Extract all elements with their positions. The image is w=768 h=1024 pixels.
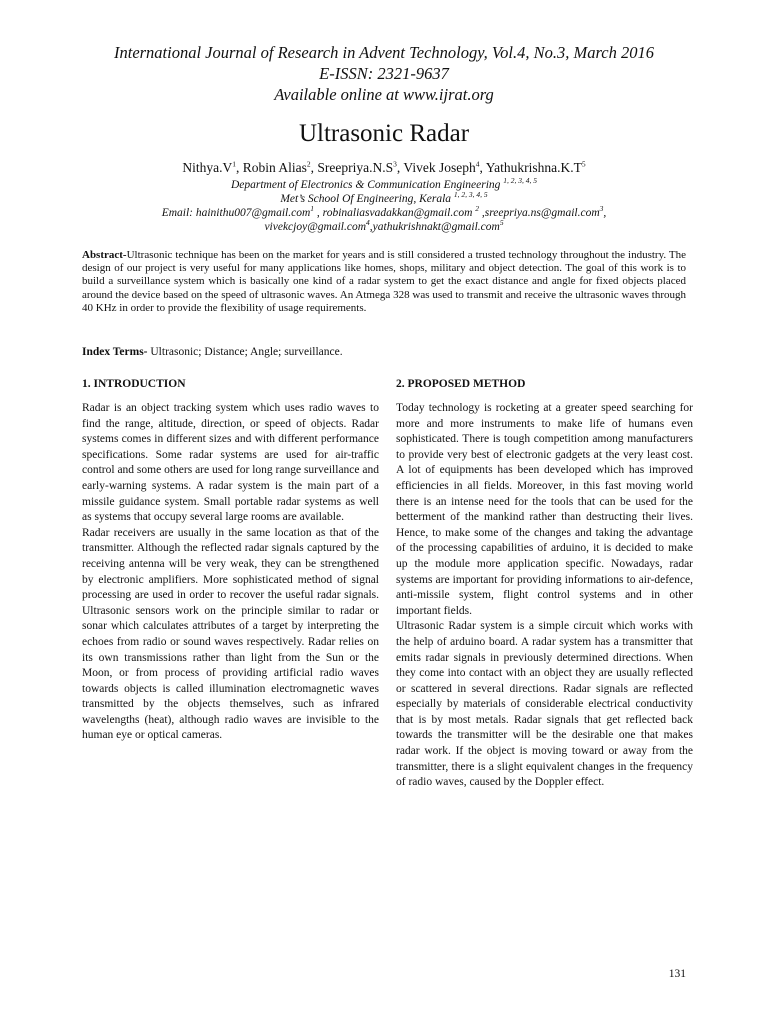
journal-website: Available online at www.ijrat.org — [274, 85, 494, 104]
section-heading-proposed-method: 2. PROPOSED METHOD — [396, 378, 526, 390]
index-terms — [82, 346, 686, 358]
abstract — [82, 249, 686, 315]
school-line — [0, 192, 768, 206]
author-sup: 2 — [306, 159, 311, 169]
email-text: , — [603, 207, 607, 219]
paragraph: Radar receivers are usually in the same location as that of the transmitter. Although the reflected radar signals captured by the receiving antenna will be very weak, they can be strengthened by electronic amplifiers. More sophisticated method of signal processing are used in order to recover the useful radar signals. Ultrasonic sensors work on the principle similar to radar or sonar which calculates attributes of a target by interpreting the echoes from radio or sound waves respectively. Radar relies on its own transmissions rather than light from the Sun or the Moon, or from process of providing artificial radio waves towards objects is called illumination electromagnetic waves transmitted by the objects themselves, such as infrared wavelengths (heat), although radio waves are invisible to the human eye or optical cameras. — [82, 526, 379, 742]
email-sup: 5 — [499, 218, 504, 228]
email-sup: 4 — [366, 218, 370, 228]
email-text: Email: hainithu007@gmail.com — [161, 207, 311, 219]
author-sup: 4 — [475, 159, 480, 169]
email-text: ,sreepriya.ns@gmail.com — [479, 207, 600, 219]
index-terms-label: Index Terms- — [82, 346, 148, 358]
author-list — [0, 160, 768, 176]
department-line — [0, 178, 768, 192]
department-name: Department of Electronics & Communication Engineering — [230, 179, 501, 191]
journal-name: International Journal of Research in Advent Technology, Vol.4, No.3, March 2016 — [113, 43, 654, 62]
school-sup: 1, 2, 3, 4, 5 — [453, 190, 488, 200]
author-sup: 5 — [581, 159, 586, 169]
index-terms-text: Ultrasonic; Distance; Angle; surveillance. — [147, 346, 343, 358]
author-name: Nithya.V — [182, 160, 233, 175]
author-name: , Yathukrishna.K.T — [479, 160, 582, 175]
paragraph: Ultrasonic Radar system is a simple circuit which works with the help of arduino board. A radar system has a transmitter that emits radar signals in previously determined directions. When they come into contact with an object they are usually reflected or scattered in several directions. Radar signals are reflected especially by materials of considerable electrical conductivity that is by most metals. Radar signals that get reflected back towards the transmitter will be the desirable one that makes radar work. If the object is moving toward or away from the transmitter, there is a slight equivalent changes in the frequency of radio waves, caused by the Doppler effect. — [396, 620, 693, 789]
author-sup: 1 — [232, 159, 237, 169]
email-sup: 3 — [599, 204, 604, 214]
author-sup: 3 — [393, 159, 397, 169]
email-line-2 — [0, 220, 768, 234]
abstract-text: Ultrasonic technique has been on the market for years and is still considered a trusted technology throughout the industry. The design of our project is very useful for many applications like homes, shops, military and object detection. The goal of this work is to build a surveillance system which is basically one kind of a radar system to get the exact distance and angle for fixed objects placed around the device based on the speed of ultrasonic waves. An Atmega 328 was used to transmit and receive the ultrasonic waves through 40 KHz in order to provide the flexibility of usage requirements. — [82, 249, 686, 314]
journal-issn: E-ISSN: 2321-9637 — [319, 64, 449, 83]
email-text: ,yathukrishnakt@gmail.com — [369, 221, 500, 233]
email-text: vivekcjoy@gmail.com — [264, 221, 367, 233]
department-sup: 1, 2, 3, 4, 5 — [503, 176, 538, 186]
page-number: 131 — [668, 968, 686, 980]
paper-title: Ultrasonic Radar — [298, 120, 470, 147]
right-column — [396, 378, 693, 791]
author-name: , Sreepriya.N.S — [310, 160, 394, 175]
author-name: , Robin Alias — [236, 160, 307, 175]
email-sup: 1 — [310, 204, 315, 214]
email-line-1 — [0, 206, 768, 220]
section-heading-introduction: 1. INTRODUCTION — [82, 378, 186, 390]
email-text: , robinaliasvadakkan@gmail.com — [314, 207, 473, 219]
school-name: Met’s School Of Engineering, Kerala — [280, 193, 452, 205]
abstract-label: Abstract- — [82, 249, 127, 261]
email-sup: 2 — [475, 204, 479, 214]
journal-header — [0, 42, 768, 105]
paragraph: Today technology is rocketing at a greater speed searching for more and more instruments to make life of humans even sophisticated. There is tough competition among manufacturers to provide very best of electronic gadgets at the very least cost. A lot of equipments has been developed which has improved efficiencies in all fields. Moreover, in this fast moving world there is an intense need for the tools that can be used for the betterment of the mankind rather than destructing their lives. Hence, to make some of the changes and taking the advantage of the processing capabilities of arduino, it is decided to make up the module more application specific. Nowadays, radar systems are important for providing informations to air-defence, anti-missile system, flight control systems and in other important fields. — [396, 402, 693, 617]
author-name: , Vivek Joseph — [396, 160, 476, 175]
left-column — [82, 378, 379, 744]
paragraph: Radar is an object tracking system which uses radio waves to find the range, altitude, direction, or speed of objects. Radar systems comes in different sizes and with different performance specifications. Some radar systems are used for air-traffic control and some others are used for long range surveillance and early-warning systems. A radar system is the main part of a missile guidance system. Small portable radar systems as well as systems that occupy several large rooms are available. — [82, 402, 379, 524]
